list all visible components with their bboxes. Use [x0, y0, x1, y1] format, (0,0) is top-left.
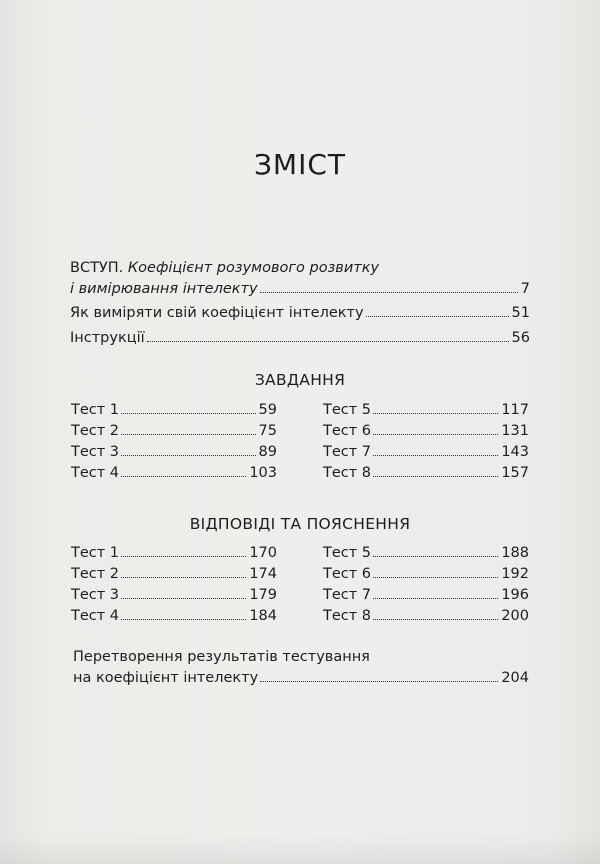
conversion-line-1: Перетворення результатів тестування [73, 649, 370, 665]
leader-dots [373, 476, 498, 477]
toc-page: 131 [501, 423, 529, 439]
intro-page: 7 [520, 281, 530, 297]
toc-row [323, 608, 529, 629]
toc-page: 157 [501, 465, 529, 481]
leader-dots [121, 577, 246, 578]
leader-dots [373, 434, 498, 435]
toc-page: 59 [258, 402, 277, 418]
leader-dots [260, 681, 498, 682]
toc-label: Тест 5 [323, 545, 372, 561]
toc-row [71, 545, 277, 566]
answers-left-column [71, 545, 277, 629]
toc-entry-measure [70, 304, 530, 322]
toc-page: 200 [501, 608, 529, 624]
leader-dots [373, 577, 498, 578]
toc-row [71, 444, 277, 465]
toc-row [323, 423, 529, 444]
toc-label: Тест 3 [71, 444, 120, 460]
toc-label: Тест 7 [323, 444, 372, 460]
toc-label: Тест 1 [71, 545, 120, 561]
leader-dots [121, 455, 256, 456]
intro-line-2 [70, 280, 530, 298]
toc-label: Тест 1 [71, 402, 120, 418]
toc-page: 188 [501, 545, 529, 561]
toc-label: Як виміряти свій коефіцієнт інтелекту [70, 305, 364, 321]
toc-page: 51 [511, 305, 530, 321]
toc-row [323, 545, 529, 566]
page-title: ЗМІСТ [253, 148, 347, 181]
toc-row [323, 402, 529, 423]
tasks-heading: ЗАВДАННЯ [254, 371, 346, 389]
toc-row [323, 465, 529, 486]
leader-dots [121, 619, 246, 620]
leader-dots [121, 598, 246, 599]
answers-heading: ВІДПОВІДІ ТА ПОЯСНЕННЯ [189, 515, 411, 533]
leader-dots [373, 619, 498, 620]
toc-entry-instructions [70, 329, 530, 347]
leader-dots [121, 434, 256, 435]
toc-label: Тест 8 [323, 608, 372, 624]
conversion-label: на коефіцієнт інтелекту [73, 670, 259, 686]
toc-row [71, 423, 277, 444]
page-edge-shadow [0, 834, 600, 864]
leader-dots [121, 413, 256, 414]
leader-dots [121, 476, 246, 477]
toc-page: 89 [258, 444, 277, 460]
toc-row [323, 566, 529, 587]
conversion-line-2 [73, 669, 529, 687]
toc-row [71, 587, 277, 608]
toc-label: Тест 6 [323, 423, 372, 439]
toc-page: 117 [501, 402, 529, 418]
leader-dots [121, 556, 246, 557]
toc-page: 75 [258, 423, 277, 439]
toc-entry-intro [70, 259, 530, 298]
leader-dots [147, 341, 509, 342]
toc-page: 196 [501, 587, 529, 603]
toc-row [71, 402, 277, 423]
toc-label: Тест 2 [71, 566, 120, 582]
toc-label: Інструкції [70, 330, 145, 346]
leader-dots [260, 292, 518, 293]
intro-subtitle: і вимірювання інтелекту [70, 281, 258, 297]
toc-page: 143 [501, 444, 529, 460]
toc-page: 179 [249, 587, 277, 603]
intro-prefix: ВСТУП. [70, 260, 124, 276]
tasks-left-column [71, 402, 277, 486]
toc-row [71, 465, 277, 486]
leader-dots [373, 556, 498, 557]
toc-row [71, 608, 277, 629]
tasks-right-column [323, 402, 529, 486]
toc-page: 56 [511, 330, 530, 346]
toc-page: 184 [249, 608, 277, 624]
leader-dots [373, 598, 498, 599]
toc-label: Тест 5 [323, 402, 372, 418]
toc-label: Тест 8 [323, 465, 372, 481]
toc-row [323, 587, 529, 608]
answers-right-column [323, 545, 529, 629]
toc-label: Тест 4 [71, 608, 120, 624]
toc-page: 103 [249, 465, 277, 481]
intro-line-1 [70, 259, 530, 277]
toc-label: Тест 6 [323, 566, 372, 582]
toc-row [71, 566, 277, 587]
toc-page: 174 [249, 566, 277, 582]
intro-title: Коефіцієнт розумового розвитку [127, 260, 380, 276]
leader-dots [373, 455, 498, 456]
toc-label: Тест 3 [71, 587, 120, 603]
toc-label: Тест 4 [71, 465, 120, 481]
toc-page: 170 [249, 545, 277, 561]
toc-page: 192 [501, 566, 529, 582]
toc-label: Тест 7 [323, 587, 372, 603]
toc-row [323, 444, 529, 465]
conversion-page: 204 [501, 670, 529, 686]
toc-label: Тест 2 [71, 423, 120, 439]
toc-entry-conversion [73, 648, 529, 687]
leader-dots [366, 316, 509, 317]
leader-dots [373, 413, 498, 414]
